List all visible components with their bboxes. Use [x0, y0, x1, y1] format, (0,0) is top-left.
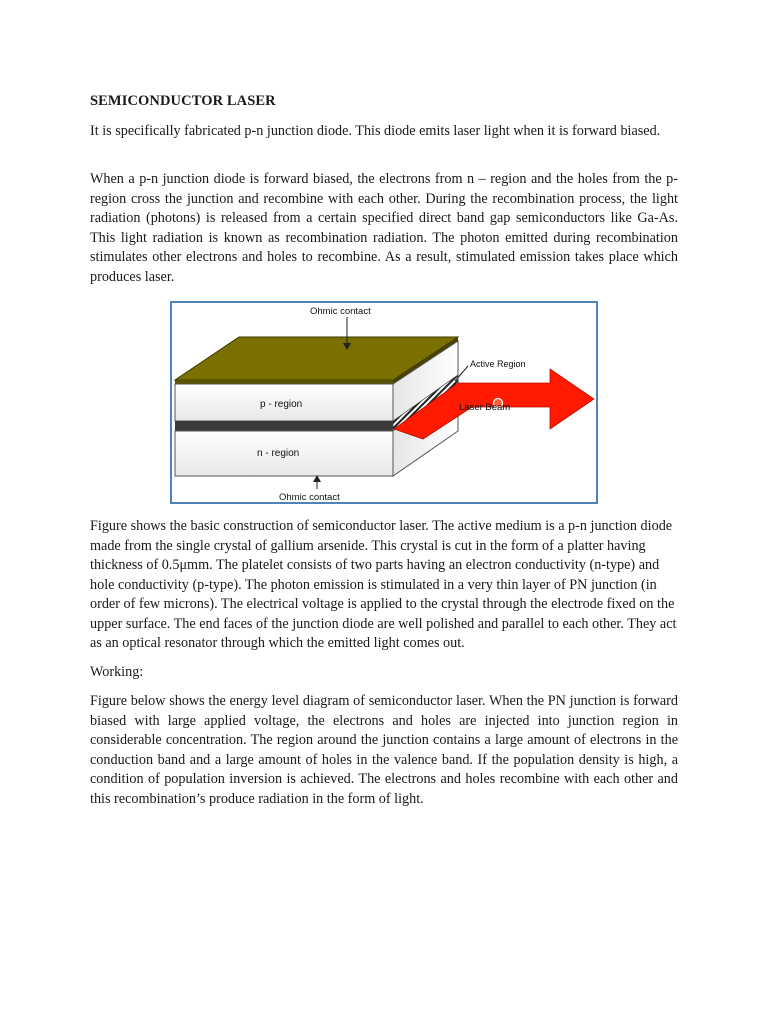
paragraph-principle: When a p-n junction diode is forward biased, the electrons from n – region and the holes from the p- region cross the junction and recombine with each other. During the recombination process, the light radiation (photons) is released from a certain specified direct band gap semiconductors like Ga-As. This light radiation is known as recombination radiation. The photon emitted during recombination stimulates other electrons and holes to recombine. As a result, stimulated emission takes place which produces laser.: [90, 171, 678, 285]
semiconductor-laser-figure: [170, 301, 598, 504]
paragraph-intro: It is specifically fabricated p-n junction diode. This diode emits laser light when it is forward biased.: [90, 123, 661, 139]
p-region-label: p - region: [260, 399, 303, 410]
active-region-label: Active Region: [470, 359, 526, 369]
document-title: SEMICONDUCTOR LASER: [90, 93, 276, 109]
bottom-ohmic-contact-label: Ohmic contact: [279, 492, 340, 502]
top-electrode-edge: [175, 380, 393, 384]
working-heading: Working:: [90, 664, 144, 680]
top-ohmic-contact-label: Ohmic contact: [310, 306, 371, 317]
laser-diagram-svg: [172, 303, 596, 502]
laser-beam-label: Laser Beam: [459, 402, 511, 413]
paragraph-working: Figure below shows the energy level diagram of semiconductor laser. When the PN junction is forward biased with large applied voltage, the electrons and holes are injected into junction region in considerable concentration. The region around the junction contains a large amount of electrons in the conduction band and a large amount of holes in the valence band. If the population density is high, a condition of population inversion is achieved. The electrons and holes recombine with each other and this recombination’s produce radiation in the form of light.: [90, 693, 678, 807]
paragraph-construction: Figure shows the basic construction of semiconductor laser. The active medium is a p-n junction diode made from the single crystal of gallium arsenide. This crystal is cut in the form of a platter having thickness of 0.5μmm. The platelet consists of two parts having an electron conductivity (n-type) and hole conductivity (p-type). The photon emission is stimulated in a very thin layer of PN junction (in order of few microns). The electrical voltage is applied to the crystal through the electrode fixed on the upper surface. The end faces of the junction diode are well polished and parallel to each other. They act as an optical resonator through which the emitted light comes out.: [90, 518, 677, 651]
junction-layer: [175, 421, 393, 431]
n-region-label: n - region: [257, 448, 300, 459]
